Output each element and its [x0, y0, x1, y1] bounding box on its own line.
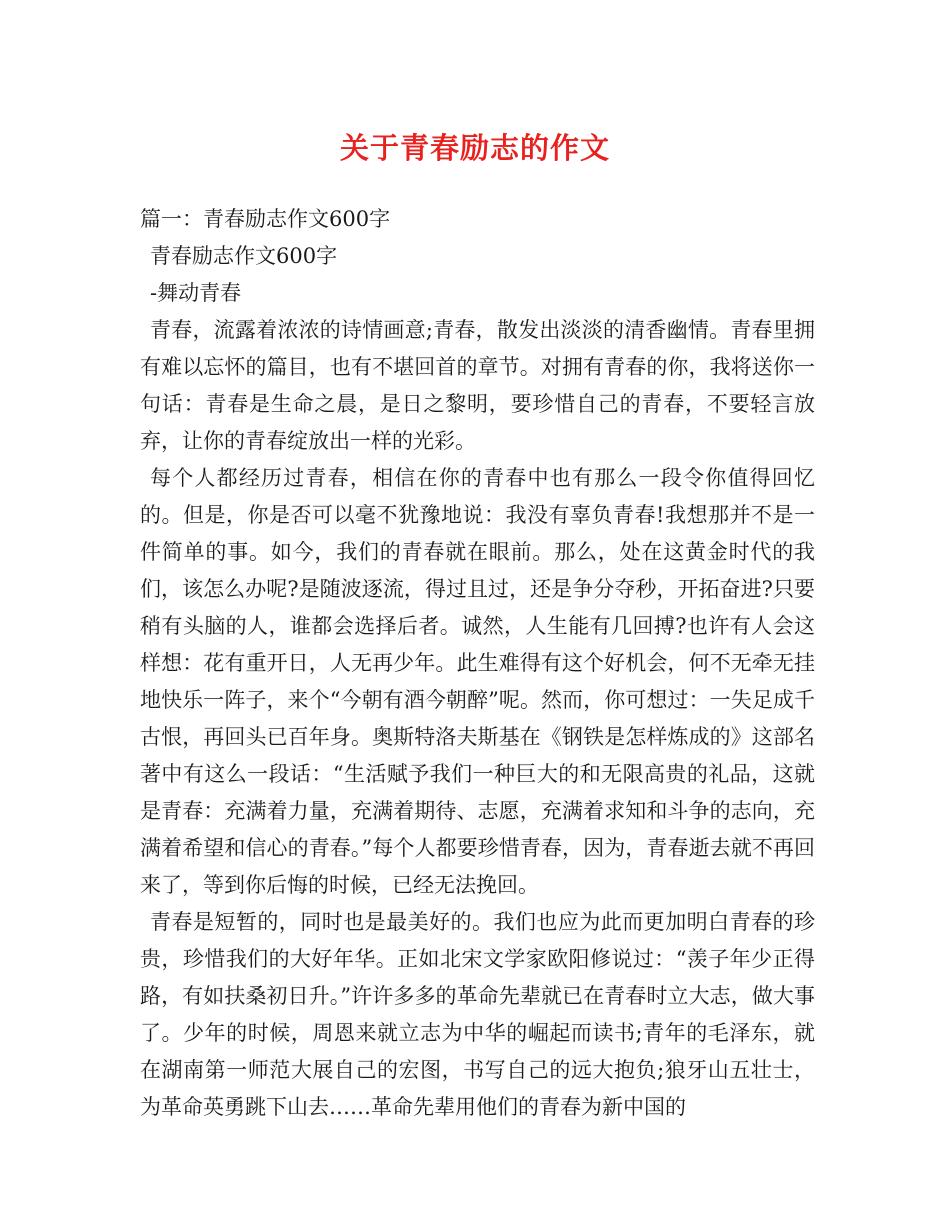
essay-title: 青春励志作文600字 — [150, 244, 338, 268]
paragraph: 青春是短暂的，同时也是最美好的。我们也应为此而更加明白青春的珍贵，珍惜我们的大好年华。正如北宋文学家欧阳修说过：“羡子年少正得路，有如扶桑初日升。”许许多多的革命先辈就已在青春时立大志，做大事了。少年的时候，周恩来就立志为中华的崛起而读书;青年的毛泽东，就在湖南第一师范大展自己的宏图，书写自己的远大抱负;狼牙山五壮士，为革命英勇跳下山去……革命先辈用他们的青春为新中国的 — [140, 910, 815, 1119]
document-title: 关于青春励志的作文 — [339, 131, 610, 165]
document-body — [140, 201, 815, 1126]
section-heading: 篇一：青春励志作文600字 — [140, 207, 391, 231]
paragraph: 每个人都经历过青春，相信在你的青春中也有那么一段令你值得回忆的。但是，你是否可以毫不犹豫地说：我没有辜负青春!我想那并不是一件简单的事。如今，我们的青春就在眼前。那么，处在这黄金时代的我们，该怎么办呢?是随波逐流，得过且过，还是争分夺秒，开拓奋进?只要稍有头脑的人，谁都会选择后者。诚然，人生能有几回搏?也许有人会这样想：花有重开日，人无再少年。此生难得有这个好机会，何不无牵无挂地快乐一阵子，来个“今朝有酒今朝醉”呢。然而，你可想过：一失足成千古恨，再回头已百年身。奥斯特洛夫斯基在《钢铁是怎样炼成的》这部名著中有这么一段话：“生活赋予我们一种巨大的和无限高贵的礼品，这就是青春：充满着力量，充满着期待、志愿，充满着求知和斗争的志向，充满着希望和信心的青春。”每个人都要珍惜青春，因为，青春逝去就不再回来了，等到你后悔的时候，已经无法挽回。 — [140, 466, 815, 897]
paragraph: 青春，流露着浓浓的诗情画意;青春，散发出淡淡的清香幽情。青春里拥有难以忘怀的篇目，也有不堪回首的章节。对拥有青春的你，我将送你一句话：青春是生命之晨，是日之黎明，要珍惜自己的青春，不要轻言放弃，让你的青春绽放出一样的光彩。 — [140, 318, 815, 453]
essay-subtitle: -舞动青春 — [150, 281, 242, 305]
